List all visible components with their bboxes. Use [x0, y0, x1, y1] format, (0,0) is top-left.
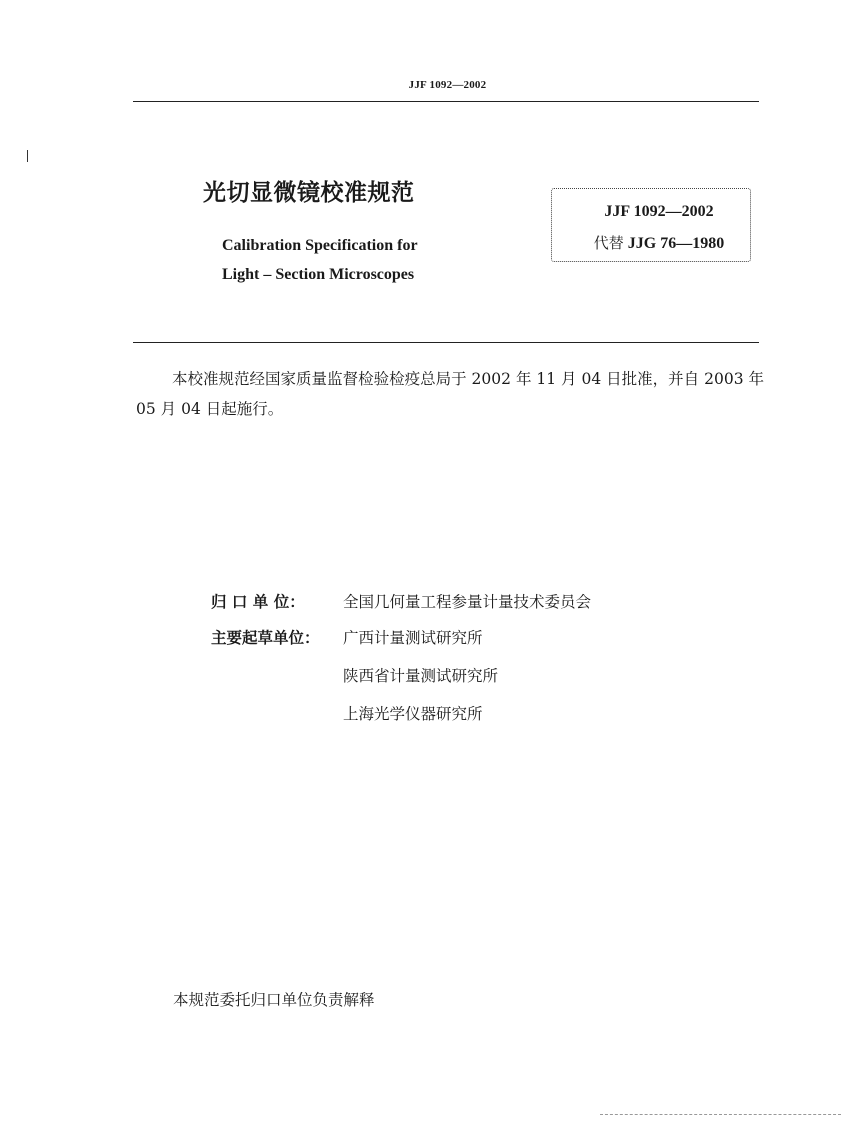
title-english-line-1: Calibration Specification for	[222, 237, 418, 254]
replaces-code	[560, 232, 758, 253]
scan-mark	[27, 150, 28, 162]
standard-code-box	[551, 188, 751, 262]
standard-code: JJF 1092—2002	[604, 203, 714, 220]
drafting-unit-value-3: 上海光学仪器研究所	[343, 705, 483, 723]
replaces-label: 代替	[593, 234, 624, 252]
section-rule	[133, 342, 759, 343]
drafting-unit-value-1: 广西计量测试研究所	[343, 629, 483, 647]
approval-statement: 本校准规范经国家质量监督检验检疫总局于 2002 年 11 月 04 日批准，并自 2003 年 05 月 04 日起施行。	[136, 370, 764, 418]
interpretation-note: 本规范委托归口单位负责解释	[173, 991, 375, 1009]
title-english	[222, 231, 418, 289]
drafting-unit-label: 主要起草单位：	[211, 629, 320, 647]
header-rule	[133, 101, 759, 102]
responsible-unit-label: 归 口 单 位：	[211, 593, 305, 611]
header-standard-code: JJF 1092—2002	[408, 79, 487, 91]
scan-artifact-line	[600, 1114, 841, 1115]
title-english-line-2: Light – Section Microscopes	[222, 266, 415, 283]
drafting-unit-value-2: 陕西省计量测试研究所	[343, 667, 499, 685]
responsible-unit-value: 全国几何量工程参量计量技术委员会	[343, 593, 592, 611]
title-chinese: 光切显微镜校准规范	[203, 180, 415, 206]
replaced-standard-code: JJG 76—1980	[627, 235, 725, 252]
